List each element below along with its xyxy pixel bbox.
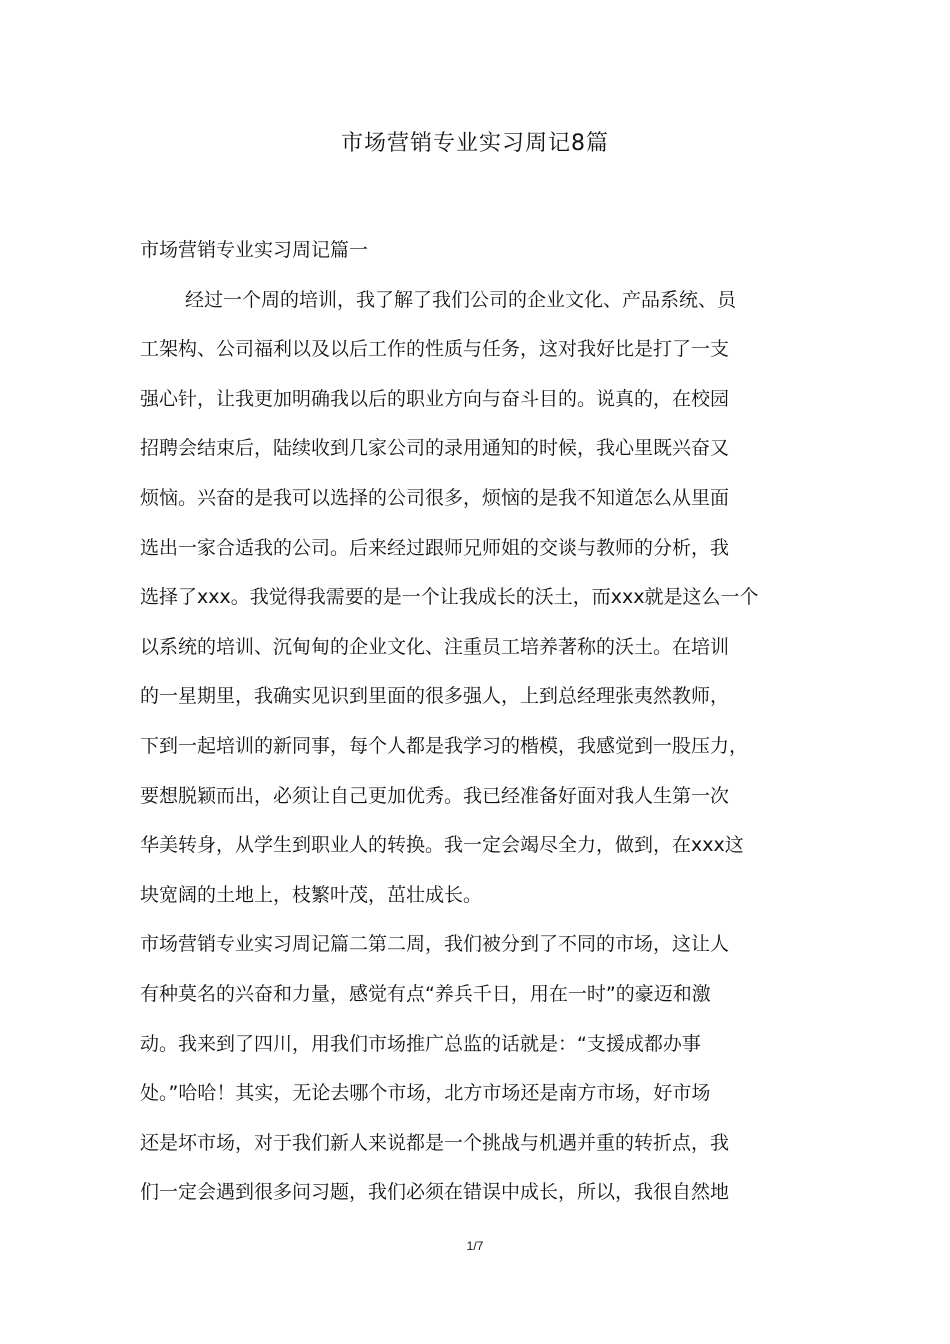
paragraph-line: 有种莫名的兴奋和力量，感觉有点“养兵千日，用在一时”的豪迈和激 [140,982,711,1005]
paragraph-line: 选择了xxx。我觉得我需要的是一个让我成长的沃土，而xxx就是这么一个 [140,586,759,609]
paragraph-line: 还是坏市场，对于我们新人来说都是一个挑战与机遇并重的转折点，我 [140,1131,730,1154]
paragraph-line: 烦恼。兴奋的是我可以选择的公司很多，烦恼的是我不知道怎么从里面 [140,486,730,509]
paragraph-line: 的一星期里，我确实见识到里面的很多强人，上到总经理张夷然教师， [140,685,730,708]
paragraph-line: 工架构、公司福利以及以后工作的性质与任务，这对我好比是打了一支 [140,338,730,361]
paragraph-line: 下到一起培训的新同事，每个人都是我学习的楷模，我感觉到一股压力， [140,734,749,757]
paragraph-line: 块宽阔的土地上，枝繁叶茂，茁壮成长。 [140,883,483,906]
document-title: 市场营销专业实习周记8篇 [341,131,609,156]
paragraph-line: 招聘会结束后，陆续收到几家公司的录用通知的时候，我心里既兴奋又 [140,437,730,460]
paragraph-line: 处。”哈哈！其实，无论去哪个市场，北方市场还是南方市场，好市场 [140,1082,711,1105]
paragraph-line: 市场营销专业实习周记篇二第二周，我们被分到了不同的市场，这让人 [140,933,730,956]
paragraph-line: 要想脱颖而出，必须让自己更加优秀。我已经准备好面对我人生第一次 [140,784,730,807]
page-number: 1/7 [466,1239,484,1253]
paragraph-line: 以系统的培训、沉甸甸的企业文化、注重员工培养著称的沃土。在培训 [140,635,730,658]
paragraph-line: 经过一个周的培训，我了解了我们公司的企业文化、产品系统、员 [185,288,737,311]
paragraph-line: 们一定会遇到很多问习题，我们必须在错误中成长，所以，我很自然地 [140,1181,730,1204]
paragraph-line: 华美转身，从学生到职业人的转换。我一定会竭尽全力，做到，在xxx这 [140,834,744,857]
document-body [140,226,812,1218]
section-heading-1: 市场营销专业实习周记篇一 [140,239,369,261]
paragraph-line: 选出一家合适我的公司。后来经过跟师兄师姐的交谈与教师的分析，我 [140,536,730,559]
paragraph-line: 强心针，让我更加明确我以后的职业方向与奋斗目的。说真的，在校园 [140,387,730,410]
paragraph-line: 动。我来到了四川，用我们市场推广总监的话就是：“支援成都办事 [140,1032,701,1055]
